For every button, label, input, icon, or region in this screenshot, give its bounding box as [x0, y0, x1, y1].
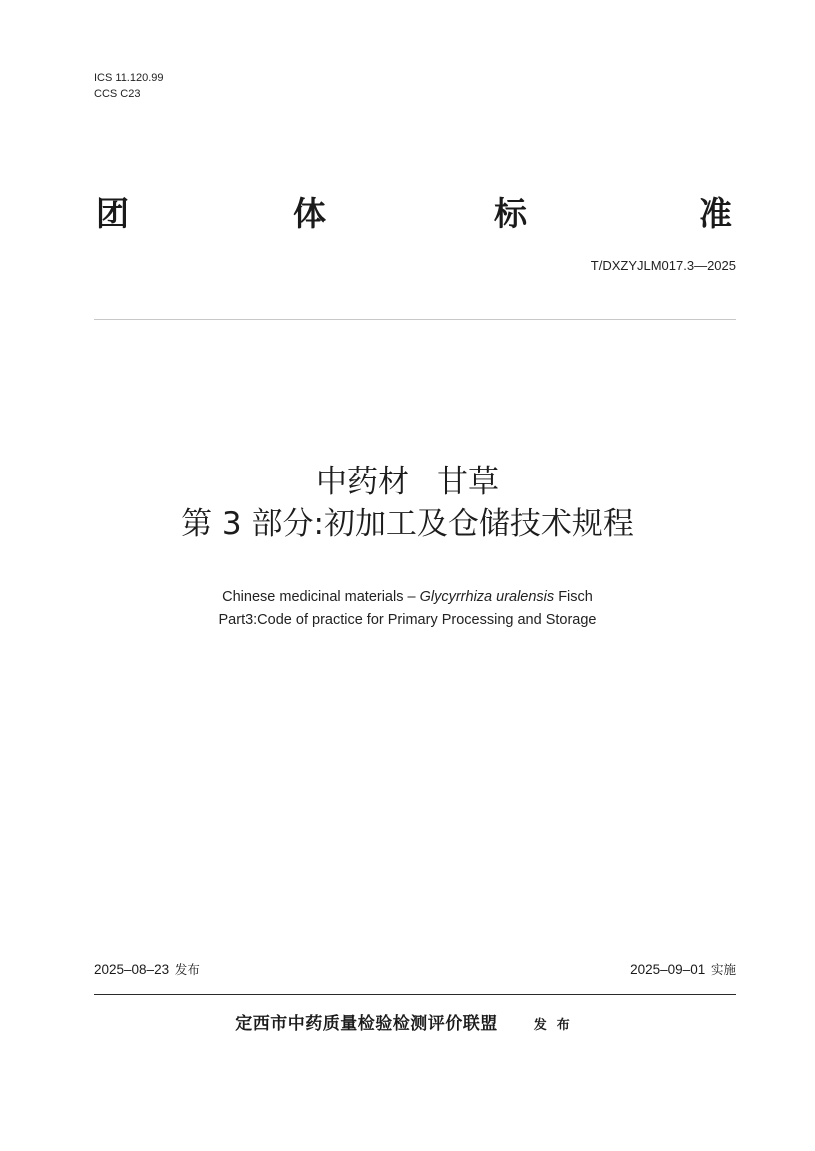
publisher-name: 定西市中药质量检验检测评价联盟 [235, 1014, 498, 1034]
title-en-line-1 [0, 586, 815, 608]
standard-type-char-3: 标 [494, 194, 527, 233]
classification-codes [94, 70, 164, 102]
issue-date: 2025–08–23 [94, 962, 170, 977]
publisher-verb: 发布 [533, 1018, 580, 1033]
footer-divider [94, 994, 736, 995]
title-en-line-2: Part3:Code of practice for Primary Processing and Storage [218, 612, 597, 628]
title-en-suffix: Fisch [554, 589, 593, 605]
standard-type-char-1: 团 [96, 194, 129, 233]
standard-type-char-2: 体 [293, 194, 326, 233]
ics-code: ICS 11.120.99 [94, 72, 164, 84]
publisher-line [0, 1012, 815, 1038]
title-cn-line-2: 第 3 部分:初加工及仓储技术规程 [181, 506, 634, 542]
implement-label: 实施 [710, 962, 736, 977]
title-cn-herb: 甘草 [437, 464, 499, 500]
implement-date: 2025–09–01 [630, 962, 706, 977]
standard-type-heading [94, 190, 736, 240]
ccs-code: CCS C23 [94, 88, 141, 100]
standard-type-char-4: 准 [699, 194, 732, 233]
title-en-prefix: Chinese medicinal materials – [222, 589, 420, 605]
issue-date-block [94, 960, 200, 978]
title-en-species: Glycyrrhiza uralensis [419, 589, 555, 605]
header-divider [94, 319, 736, 320]
issue-label: 发布 [174, 962, 200, 977]
implement-date-block [630, 960, 736, 978]
title-cn-category: 中药材 [316, 464, 409, 500]
title-cn-line-1 [0, 461, 815, 503]
standard-number: T/DXZYJLM017.3—2025 [590, 258, 736, 273]
